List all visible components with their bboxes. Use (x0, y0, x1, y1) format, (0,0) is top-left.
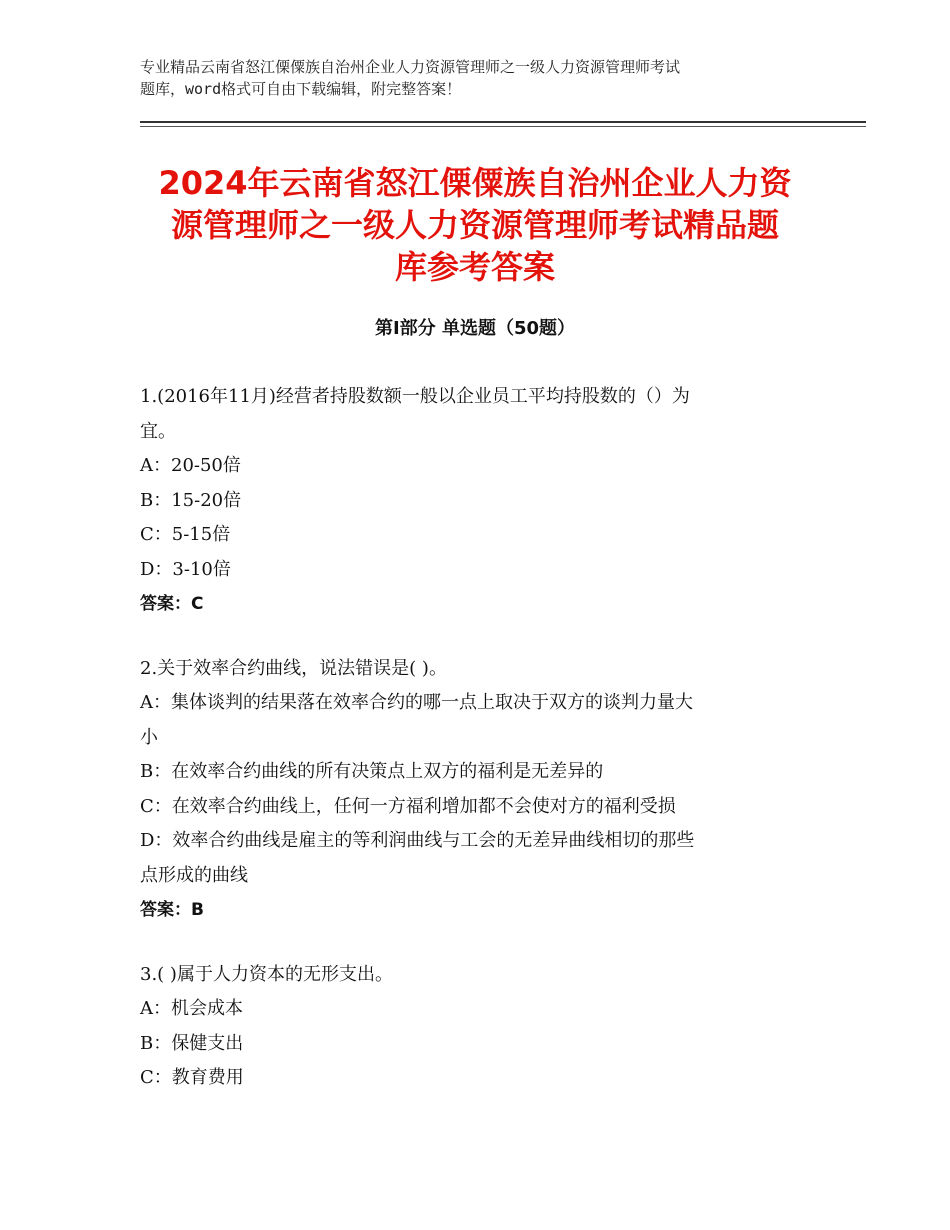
title-line-1: 2024年云南省怒江傈僳族自治州企业人力资 (158, 164, 792, 202)
option-b: B：保健支出 (140, 1032, 244, 1054)
question-3 (140, 958, 810, 1096)
option-d: D：效率合约曲线是雇主的等利润曲线与工会的无差异曲线相切的那些 (140, 830, 695, 851)
option-c: C：教育费用 (140, 1067, 244, 1088)
question-1 (140, 380, 810, 622)
header-rule-thin (140, 126, 866, 127)
question-stem: 3.( )属于人力资本的无形支出。 (140, 963, 393, 985)
section-title: 第Ⅰ部分 单选题（50题） (374, 318, 575, 339)
answer-line: 答案：C (140, 594, 204, 614)
option-a-continued: 小 (140, 726, 158, 748)
question-stem: 1.(2016年11月)经营者持股数额一般以企业员工平均持股数的（）为 (140, 386, 690, 407)
title-line-2: 源管理师之一级人力资源管理师考试精品题 (170, 206, 779, 244)
header-rule-thick (140, 121, 866, 123)
question-stem-continued: 宜。 (140, 420, 176, 442)
option-a: A：机会成本 (140, 998, 243, 1019)
option-b: B：15-20倍 (140, 489, 242, 511)
option-c: C：5-15倍 (140, 524, 231, 545)
option-c: C：在效率合约曲线上，任何一方福利增加都不会使对方的福利受损 (140, 795, 676, 817)
question-2 (140, 652, 810, 928)
header-note (140, 56, 820, 100)
option-a: A：20-50倍 (140, 455, 241, 476)
title-line-3: 库参考答案 (394, 248, 555, 286)
header-note-line-2: 题库，word格式可自由下载编辑，附完整答案！ (140, 80, 462, 98)
question-list (140, 380, 810, 1126)
option-d-continued: 点形成的曲线 (140, 864, 248, 886)
document-title (130, 162, 820, 288)
header-note-line-1: 专业精品云南省怒江傈僳族自治州企业人力资源管理师之一级人力资源管理师考试 (140, 58, 681, 76)
option-b: B：在效率合约曲线的所有决策点上双方的福利是无差异的 (140, 761, 604, 782)
answer-line: 答案：B (140, 900, 204, 920)
option-a: A：集体谈判的结果落在效率合约的哪一点上取决于双方的谈判力量大 (140, 692, 693, 713)
question-stem: 2.关于效率合约曲线，说法错误是( )。 (140, 657, 447, 679)
option-d: D：3-10倍 (140, 558, 231, 580)
